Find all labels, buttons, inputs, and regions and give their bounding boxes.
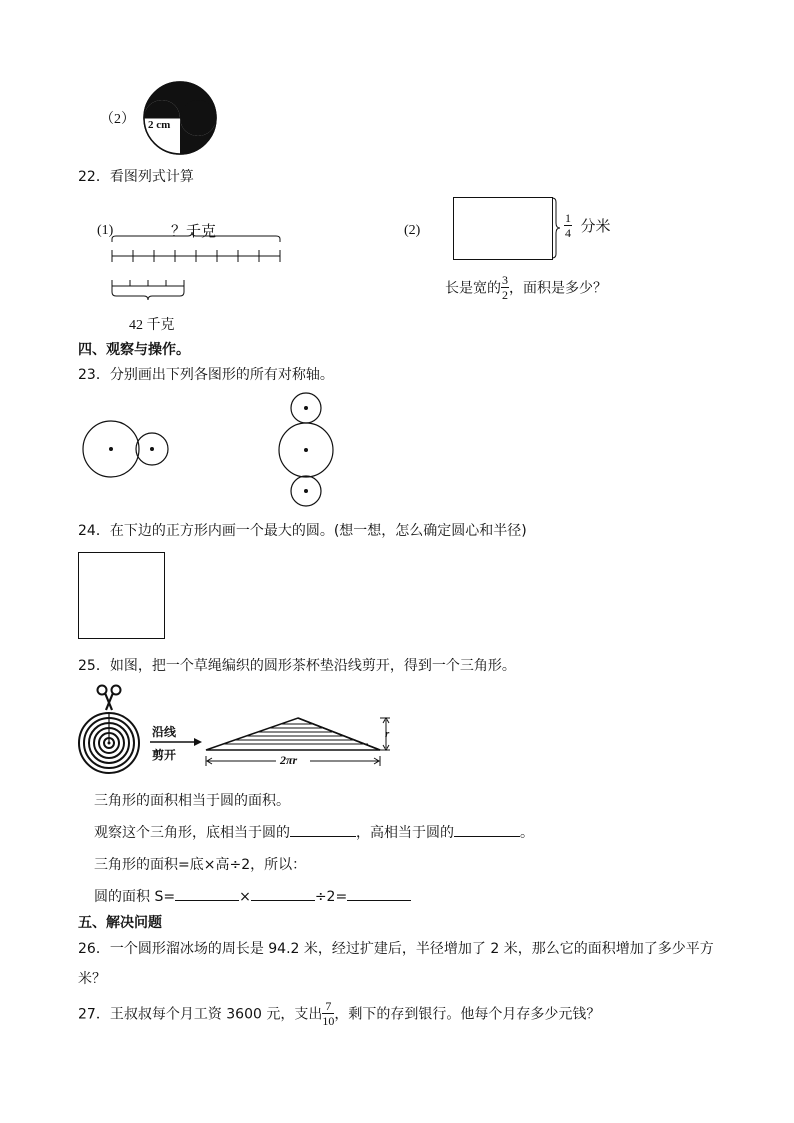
q23-figure-1 bbox=[82, 420, 172, 480]
q21-part-label: （2） bbox=[100, 112, 135, 127]
q22-p1-label: (1) bbox=[97, 223, 114, 238]
q26-line1: 26．一个圆形溜冰场的周长是 94.2 米，经过扩建后，半径增加了 2 米，那么它的面积增加了多少平方 bbox=[78, 941, 714, 957]
q25-line2-c: 。 bbox=[520, 825, 534, 841]
q21-dimension-label: 2 cm bbox=[148, 119, 171, 131]
q25-arrow-bottom-label: 剪开 bbox=[152, 748, 177, 762]
q27-frac-num: 7 bbox=[322, 1000, 334, 1014]
q25-blank-factor1[interactable] bbox=[175, 886, 239, 901]
q25-blank-height[interactable] bbox=[454, 822, 520, 837]
q21-figure bbox=[142, 80, 218, 156]
q27-text-b: ，剩下的存到银行。他每个月存多少元钱？ bbox=[334, 1006, 601, 1023]
q27-frac-den: 10 bbox=[322, 1014, 335, 1028]
q25-line4-c: ÷2= bbox=[314, 889, 348, 905]
q22-p1-bottom-label: 42 千克 bbox=[129, 318, 175, 333]
q24-title: 24．在下边的正方形内画一个最大的圆。(想一想，怎么确定圆心和半径) bbox=[78, 523, 527, 539]
q22-title: 22．看图列式计算 bbox=[78, 169, 194, 185]
section5-title: 五、解决问题 bbox=[78, 915, 162, 931]
q22-p2-text-a: 长是宽的 bbox=[445, 280, 501, 297]
q22-p2-rectangle bbox=[453, 197, 553, 260]
q25-arrow-top-label: 沿线 bbox=[152, 725, 177, 739]
q22-p2-side-fraction bbox=[564, 212, 572, 239]
q23-title: 23．分别画出下列各图形的所有对称轴。 bbox=[78, 367, 334, 383]
q25-line3: 三角形的面积=底×高÷2，所以： bbox=[94, 857, 307, 873]
q25-line4-b: × bbox=[239, 889, 251, 905]
section4-title: 四、观察与操作。 bbox=[78, 342, 190, 358]
q22-p2-side-label bbox=[564, 212, 610, 239]
q25-line4-a: 圆的面积 S= bbox=[94, 889, 176, 905]
q25-blank-base[interactable] bbox=[290, 822, 356, 837]
q22-p1-top-label: ？千克 bbox=[171, 222, 217, 240]
q25-blank-factor2[interactable] bbox=[251, 886, 315, 901]
q22-p2-side-num: 1 bbox=[565, 211, 571, 225]
q22-p2-brace bbox=[551, 197, 563, 259]
q22-p2-side-den: 4 bbox=[565, 226, 571, 240]
q26-line2: 米？ bbox=[78, 971, 106, 987]
q25-line2-a: 观察这个三角形，底相当于圆的 bbox=[94, 825, 290, 841]
q25-base-label: 2πr bbox=[280, 753, 298, 767]
q27-fraction bbox=[322, 1000, 334, 1027]
q25-blank-result[interactable] bbox=[347, 886, 411, 901]
q22-p2-question bbox=[445, 274, 607, 301]
q22-p2-frac-num: 3 bbox=[502, 273, 508, 287]
q27-question bbox=[78, 1000, 600, 1027]
q22-p2-side-unit: 分米 bbox=[580, 217, 611, 235]
q27-text-a: 27．王叔叔每个月工资 3600 元，支出 bbox=[78, 1006, 323, 1023]
q24-square bbox=[78, 552, 165, 639]
q25-coaster-figure bbox=[78, 712, 140, 774]
q25-line2-b: ，高相当于圆的 bbox=[356, 825, 454, 841]
q25-line4 bbox=[94, 886, 411, 906]
q22-p2-label: (2) bbox=[404, 223, 421, 238]
q22-p2-text-b: ，面积是多少？ bbox=[509, 280, 607, 297]
q25-scissors-icon bbox=[96, 684, 122, 712]
q25-title: 25．如图，把一个草绳编织的圆形茶杯垫沿线剪开，得到一个三角形。 bbox=[78, 658, 516, 674]
q22-p1-diagram bbox=[108, 236, 284, 306]
q23-figure-2 bbox=[278, 392, 338, 508]
q25-line2 bbox=[94, 822, 534, 842]
q22-p2-fraction bbox=[501, 274, 509, 301]
q22-p2-frac-den: 2 bbox=[502, 288, 508, 302]
q25-height-label: r bbox=[385, 728, 390, 740]
q25-line1: 三角形的面积相当于圆的面积。 bbox=[94, 793, 290, 809]
q25-triangle-figure bbox=[204, 714, 400, 768]
